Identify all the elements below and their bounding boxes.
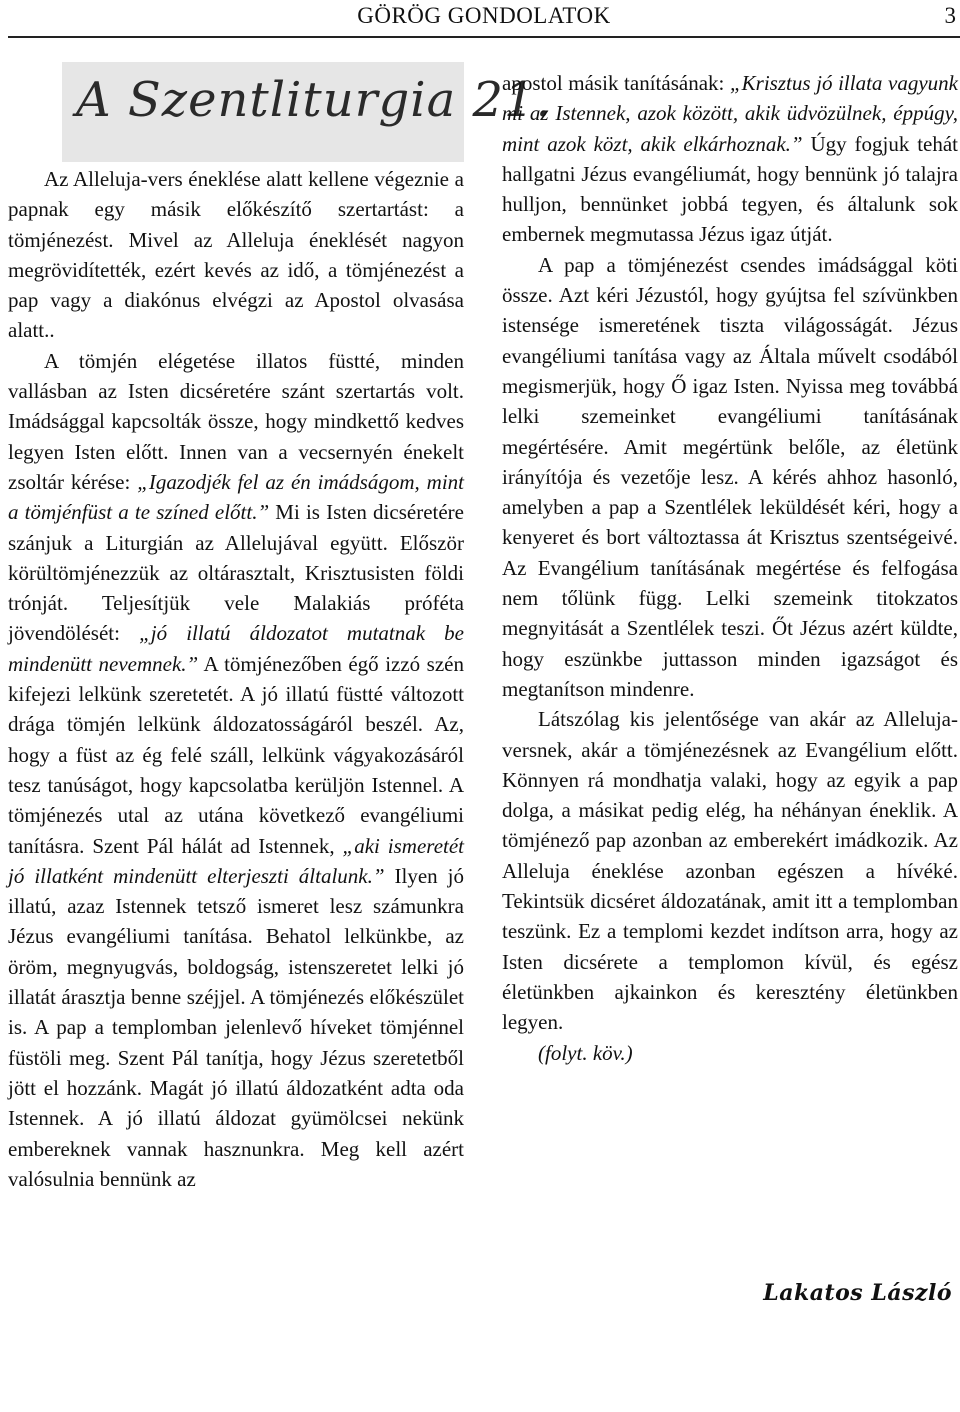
right-column [502, 68, 958, 1068]
article-title-box [62, 62, 552, 162]
quoted-text: „Krisztus jó illata vagyunk mi az Istennek, azok között, akik üdvözülnek, éppúgy, mint azok közt, akik elkárhoznak.” [502, 71, 958, 156]
body-text: Ilyen jó illatú, azaz Istennek tetsző ismeret lesz számunkra Jézus evangéliumi tanítása. Behatol lelkünkbe, az öröm, megnyugvás, boldogság, istenszeretet lelki jó illatát árasztja benne széjjel. A tömjénezés előkészület is. A pap a templomban jelenlevő híveket tömjénnel füstöli meg. Szent Pál tanítja, hogy Jézus szeretetből jött el hozzánk. Magát jó illatú áldozatként adta oda Istennek. A jó illatú áldozat gyümölcsei nekünk embereknek vannak hasznunkra. Meg kell azért valósulnia bennünk az [8, 863, 465, 1191]
body-text: Az Alleluja-vers éneklése alatt kellene végeznie a papnak egy másik előkészítő szertartást: a tömjénezést. Mivel az Alleluja éneklését nagyon megrövidítették, ezért kevés az idő, a tömjénezést a pap vagy a diakónus elvégzi az Apostol olvasása alatt.. [8, 167, 464, 343]
author-signature: Lakatos László [763, 1280, 952, 1306]
quoted-text: „Igazodjék fel az én imádságom, mint a tömjénfüst a te színed előtt.” [8, 469, 464, 525]
quoted-text: „jó illatú áldozatot mutatnak be mindenütt nevemnek.” [8, 621, 464, 676]
body-text: Úgy fogjuk tehát hallgatni Jézus evangéliumát, hogy bennünk jó talajra hulljon, bennünket jobbá tegyen, és általunk sok embernek megmutassa Jézus igaz útját. [502, 131, 959, 247]
body-text: Látszólag kis jelentősége van akár az Alleluja-versnek, akár a tömjénezésnek az Evangélium előtt. Könnyen rá mondhatja valaki, hogy az egyik a pap dolga, a másikat pedig elég, ha néhányan éneklik. A tömjénező pap azonban az emberekért imádkozik. Az Alleluja éneklése azonban egészen a hívéké. Tekintsük dicséret áldozatának, amit itt a templomban teszünk. Ez a templomi kezdet indítson arra, hogy az Isten dicsérete a templomon kívül, és egész életünkben ajkainkon és keresztény életünkben legyen. [502, 707, 958, 1035]
article-paragraph [502, 250, 958, 704]
body-text: A tömjén elégetése illatos füstté, minden vallásban az Isten dicséretére szánt szertartás volt. Imádsággal kapcsolták össze, hogy mindkettő kedves legyen Isten előtt. Innen van a vecsernyén énekelt zsoltár kérése: [8, 348, 464, 494]
left-column [8, 164, 464, 1194]
article-paragraph [8, 164, 464, 346]
continued-note: (folyt. köv.) [538, 1040, 633, 1065]
body-text: apostol másik tanításának: [502, 71, 730, 95]
body-text: A tömjénezőben égő izzó szén kifejezi lelkünk szeretetét. A jó illatú füstté változott drága tömjén lelkünk áldozatosságáról beszél. Az, hogy a füst az ég felé száll, lelkünk vágyakozásáról tesz tanúságot, hogy kapcsolatba kerüljön Istennel. A tömjénezés utal az utána következő evangéliumi tanításra. Szent Pál hálát ad Istennek, [8, 651, 464, 858]
article-paragraph [502, 68, 958, 250]
body-text: A pap a tömjénezést csendes imádsággal köti össze. Azt kéri Jézustól, hogy gyújtsa fel szívünkben istensége ismeretének tiszta világosságát. Jézus evangéliumi tanítása vagy az Általa művelt csodából megismerjük, hogy Ő igaz Isten. Nyissa meg továbbá lelki szemeinket evangéliumi tanításának megértésére. Amit megértünk belőle, az életünk irányítója és vezetője lesz. A kérés ahhoz hasonló, amelyben a pap a Szentlélek leküldését kéri, hogy a kenyeret és bort változtassa át Krisztus szentségeivé. Az Evangélium tanításának megértése és felfogása nem tőlünk függ. Lelki szemeink titokzatos megnyitását a Szentlélek teszi. Őt Jézus azért küldte, hogy eszünkbe juttasson minden igazságot és megtanítson mindenre. [502, 252, 958, 701]
page-number: 3 [944, 3, 956, 28]
article-paragraph [502, 704, 958, 1037]
article-title: A Szentliturgia 21. [76, 72, 552, 128]
article-paragraph [8, 346, 464, 1194]
body-text: Mi is Isten dicséretére szánjuk a Liturgián az Allelujával együtt. Először körültömjénezzük az oltárasztalt, Krisztusisten földi trónját. Teljesítjük vele Malakiás próféta jövendölését: [8, 500, 464, 646]
quoted-text: „aki ismeretét jó illatként mindenütt elterjeszti általunk.” [8, 833, 464, 888]
publication-title: GÖRÖG GONDOLATOK [357, 3, 611, 28]
page-header [8, 0, 960, 38]
